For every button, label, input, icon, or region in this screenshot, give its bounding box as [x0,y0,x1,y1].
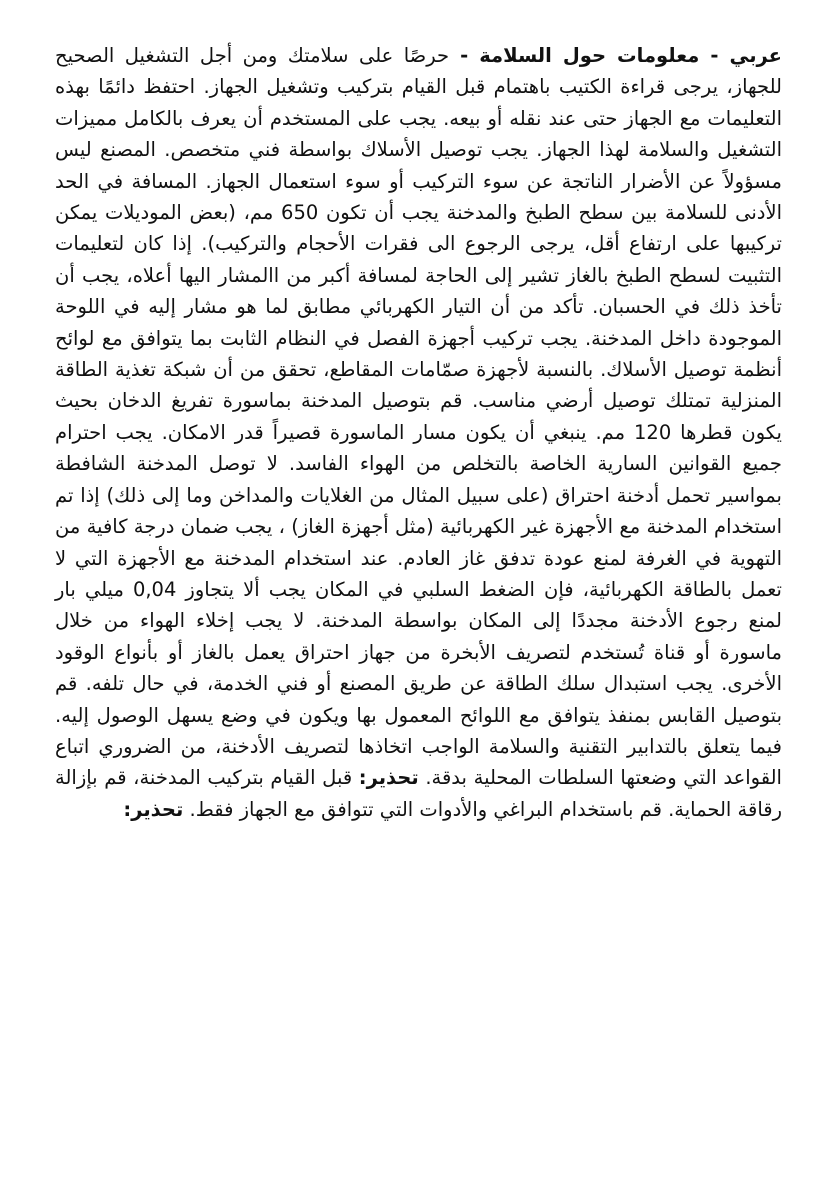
warning-label: تحذير: [358,766,419,790]
warning-label: تحذير: [123,797,184,821]
safety-information-text [55,40,782,825]
body-text: قبل القيام بتركيب المدخنة، قم بإزالة رقاقة الحماية. قم باستخدام البراغي والأدوات التي تتوافق مع الجهاز فقط. [55,766,782,821]
safety-heading: معلومات حول السلامة [479,44,700,67]
separator-dash: - [699,44,730,67]
separator-dash: - [449,44,480,67]
safety-paragraph [55,40,782,825]
language-label: عربي [729,44,783,67]
body-text: حرصًا على سلامتك ومن أجل التشغيل الصحيح للجهاز، يرجى قراءة الكتيب باهتمام قبل القيام بتركيب وتشغيل الجهاز. احتفظ دائمًا بهذه التعليمات مع الجهاز حتى عند نقله أو بيعه. يجب على المستخدم أن يعرف بالكامل مميزات التشغيل والسلامة لهذا الجهاز. يجب توصيل الأسلاك بواسطة فني متخصص. المصنع ليس مسؤولاً عن الأضرار الناتجة عن سوء التركيب أو سوء استعمال الجهاز. المسافة في الحد الأدنى للسلامة بين سطح الطبخ والمدخنة يجب أن تكون 650 مم، (بعض الموديلات يمكن تركيبها على ارتفاع أقل، يرجى الرجوع الى فقرات الأحجام والتركيب). إذا كان لتعليمات التثبيت لسطح الطبخ بالغاز تشير إلى الحاجة لمسافة أكبر من االمشار اليها أعلاه، يجب أن تأخذ ذلك في الحسبان. تأكد من أن التيار الكهربائي مطابق لما هو مشار إليه في اللوحة الموجودة داخل المدخنة. يجب تركيب أجهزة الفصل في النظام الثابت بما يتوافق مع لوائح أنظمة توصيل الأسلاك. بالنسبة لأجهزة صمّامات المقاطع، تحقق من أن شبكة تغذية الطاقة المنزلية تمتلك توصيل أرضي مناسب. قم بتوصيل المدخنة بماسورة تفريغ الدخان بحيث يكون قطرها 120 مم. ينبغي أن يكون مسار الماسورة قصيراً قدر الامكان. يجب احترام جميع القوانين السارية الخاصة بالتخلص من الهواء الفاسد. لا توصل المدخنة الشافطة بمواسير تحمل أدخنة احتراق (على سبيل المثال من الغلايات والمداخن وما إلى ذلك) إذا تم استخدام المدخنة مع الأجهزة غير الكهربائية (مثل أجهزة الغاز) ، يجب ضمان درجة كافية من التهوية في الغرفة لمنع عودة تدفق غاز العادم. عند استخدام المدخنة مع الأجهزة التي لا تعمل بالطاقة الكهربائية، فإن الضغط السلبي في المكان يجب ألا يتجاوز 0,04 ميلي بار لمنع رجوع الأدخنة مجددًا إلى المكان بواسطة المدخنة. لا يجب إخلاء الهواء من خلال ماسورة أو قناة تُستخدم لتصريف الأبخرة من جهاز احتراق يعمل بالغاز أو بأنواع الوقود الأخرى. يجب استبدال سلك الطاقة عن طريق المصنع أو فني الخدمة، في حال تلفه. قم بتوصيل القابس بمنفذ يتوافق مع اللوائح المعمول بها ويكون في وضع يسهل الوصول إليه. فيما يتعلق بالتدابير التقنية والسلامة الواجب اتخاذها لتصريف الأدخنة، من الضروري اتباع القواعد التي وضعتها السلطات المحلية بدقة. [55,44,782,790]
